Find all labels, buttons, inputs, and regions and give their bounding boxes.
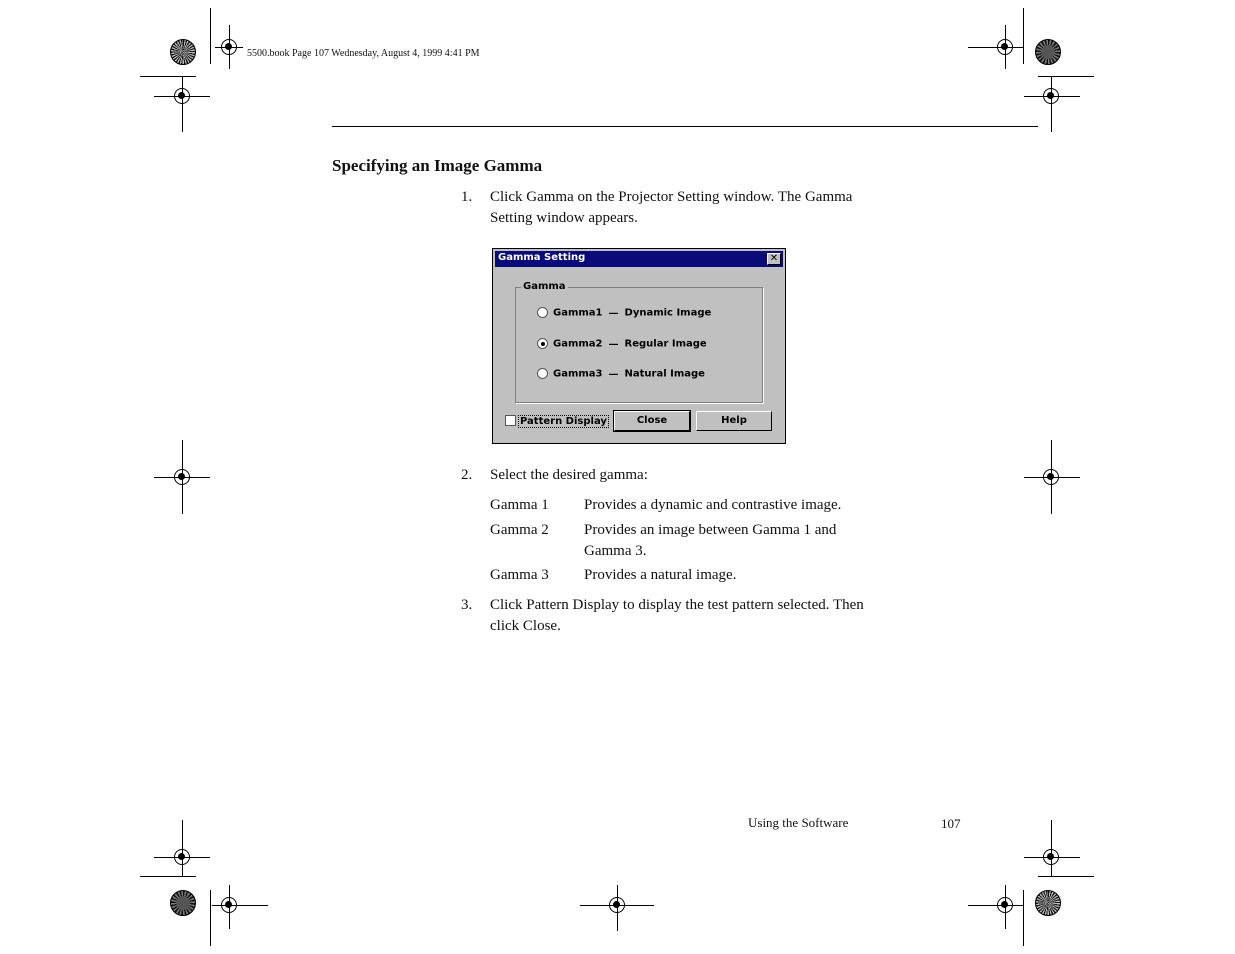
crosshair-icon: [174, 849, 190, 865]
gamma-2-description-line-2: Gamma 3.: [584, 543, 647, 559]
step-3-text: [490, 595, 864, 637]
help-button[interactable]: Help: [696, 411, 772, 431]
page-number: 107: [941, 816, 961, 831]
gamma-3-description: Provides a natural image.: [584, 567, 737, 583]
step-2-number: 2.: [461, 467, 473, 483]
gamma-1-description: Provides a dynamic and contrastive image.: [584, 497, 842, 513]
dialog-title: Gamma Setting: [498, 252, 586, 263]
dialog-titlebar: [495, 251, 783, 267]
option-separator: —: [608, 338, 619, 350]
gamma-setting-dialog: [492, 248, 786, 444]
gamma-group-label: Gamma: [523, 281, 566, 292]
step-3-line-1: Click Pattern Display to display the test pattern selected. Then: [490, 597, 864, 613]
starburst-icon: [1035, 890, 1061, 916]
option-name: Gamma1: [553, 307, 603, 319]
crosshair-icon: [1043, 88, 1059, 104]
checkbox-icon: [505, 415, 516, 426]
footer-section-name: Using the Software: [748, 815, 849, 830]
radio-icon: [537, 307, 548, 318]
header-rule: [332, 126, 1038, 127]
crosshair-icon: [609, 897, 625, 913]
option-separator: —: [608, 307, 619, 319]
starburst-icon: [170, 890, 196, 916]
section-title: Specifying an Image Gamma: [332, 156, 543, 175]
step-3-number: 3.: [461, 597, 473, 613]
radio-icon: [537, 368, 548, 379]
gamma-2-description: [584, 520, 836, 562]
gamma-2-term: Gamma 2: [490, 522, 549, 538]
book-info: 5500.book Page 107 Wednesday, August 4, 1999 4:41 PM: [247, 48, 480, 59]
pattern-display-checkbox[interactable]: [505, 415, 609, 427]
crosshair-icon: [174, 469, 190, 485]
option-description: Regular Image: [624, 338, 707, 350]
step-1-text: [490, 187, 852, 229]
option-name: Gamma3: [553, 368, 603, 380]
starburst-icon: [170, 39, 196, 65]
gamma-1-term: Gamma 1: [490, 497, 549, 513]
gamma-2-description-line-1: Provides an image between Gamma 1 and: [584, 522, 837, 538]
option-name: Gamma2: [553, 338, 603, 350]
step-1-number: 1.: [461, 189, 473, 205]
starburst-icon: [1035, 39, 1061, 65]
gamma-3-term: Gamma 3: [490, 567, 549, 583]
option-description: Natural Image: [624, 368, 705, 380]
crosshair-icon: [1043, 469, 1059, 485]
option-separator: —: [608, 368, 619, 380]
step-2-text: Select the desired gamma:: [490, 467, 648, 483]
step-1-line-1: Click Gamma on the Projector Setting window. The Gamma: [490, 189, 853, 205]
crosshair-icon: [174, 88, 190, 104]
crosshair-icon: [221, 39, 237, 55]
crosshair-icon: [221, 897, 237, 913]
crosshair-icon: [997, 897, 1013, 913]
step-1-line-2: Setting window appears.: [490, 210, 638, 226]
radio-selected-icon: [537, 338, 548, 349]
gamma3-radio[interactable]: [537, 368, 705, 380]
close-icon[interactable]: ✕: [767, 253, 781, 265]
close-button[interactable]: Close: [614, 411, 690, 431]
pattern-display-label: Pattern Display: [520, 415, 607, 427]
option-description: Dynamic Image: [624, 307, 712, 319]
crosshair-icon: [997, 39, 1013, 55]
gamma1-radio[interactable]: [537, 307, 711, 319]
crosshair-icon: [1043, 849, 1059, 865]
step-3-line-2: click Close.: [490, 618, 561, 634]
gamma2-radio[interactable]: [537, 338, 707, 350]
